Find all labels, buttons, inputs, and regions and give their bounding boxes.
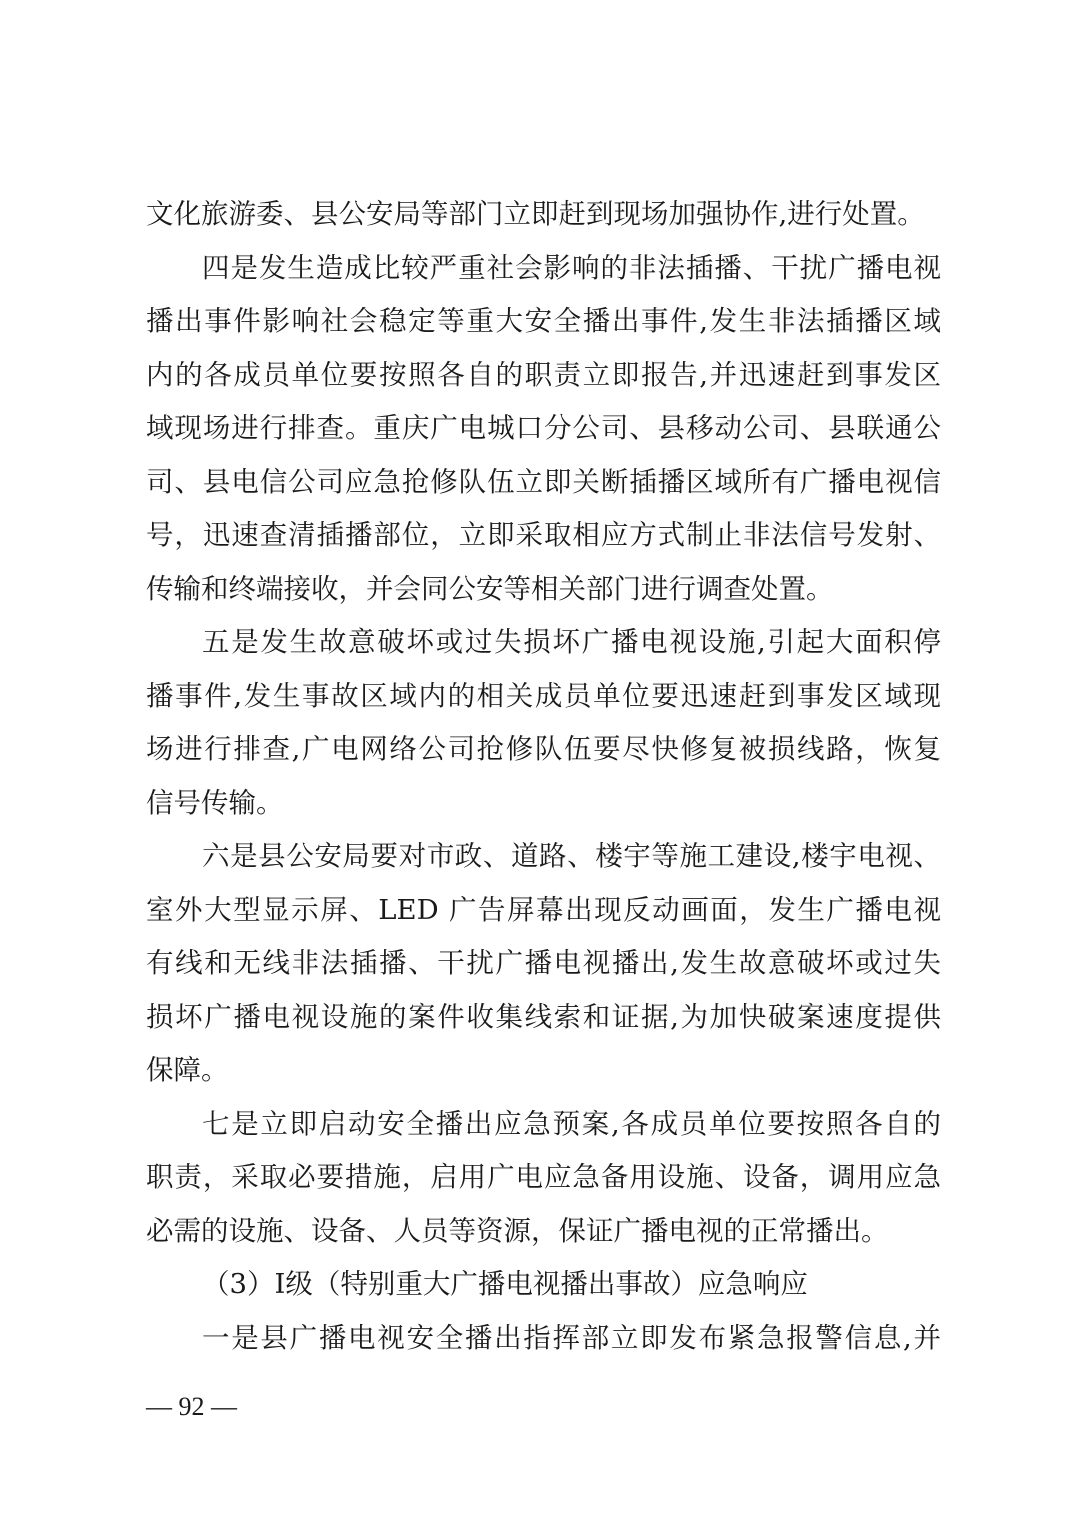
text-line: 信号传输。: [146, 786, 284, 819]
text-line: 内的各成员单位要按照各自的职责立即报告,并迅速赶到事发区: [146, 358, 941, 391]
text-line: 文化旅游委、县公安局等部门立即赶到现场加强协作,进行处置。: [146, 198, 925, 230]
text-line: 五是发生故意破坏或过失损坏广播电视设施,引起大面积停: [202, 626, 941, 658]
text-line: （3）I级（特别重大广播电视播出事故）应急响应: [202, 1268, 808, 1300]
text-line: 域现场进行排查。重庆广电城口分公司、县移动公司、县联通公: [146, 412, 941, 444]
text-line: 号，迅速查清插播部位，立即采取相应方式制止非法信号发射、: [146, 519, 941, 551]
text-line: 六是县公安局要对市政、道路、楼宇等施工建设,楼宇电视、: [202, 840, 941, 872]
text-line: 播出事件影响社会稳定等重大安全播出事件,发生非法插播区域: [146, 305, 941, 337]
text-line: 场进行排查,广电网络公司抢修队伍要尽快修复被损线路，恢复: [146, 733, 941, 765]
text-line: 室外大型显示屏、LED 广告屏幕出现反动画面，发生广播电视: [146, 893, 941, 926]
page-number: — 92 —: [146, 1392, 237, 1421]
text-line: 必需的设施、设备、人员等资源，保证广播电视的正常播出。: [146, 1214, 889, 1247]
text-line: 播事件,发生事故区域内的相关成员单位要迅速赶到事发区域现: [146, 679, 941, 712]
text-line: 一是县广播电视安全播出指挥部立即发布紧急报警信息,并: [202, 1321, 941, 1354]
text-line: 七是立即启动安全播出应急预案,各成员单位要按照各自的: [202, 1107, 941, 1140]
text-line: 保障。: [146, 1054, 229, 1086]
text-line: 司、县电信公司应急抢修队伍立即关断插播区域所有广播电视信: [146, 465, 941, 498]
text-line: 损坏广播电视设施的案件收集线索和证据,为加快破案速度提供: [146, 1000, 941, 1033]
text-line: 传输和终端接收，并会同公安等相关部门进行调查处置。: [146, 572, 834, 605]
text-line: 四是发生造成比较严重社会影响的非法插播、干扰广播电视: [202, 251, 941, 284]
text-line: 职责，采取必要措施，启用广电应急备用设施、设备，调用应急: [146, 1161, 941, 1193]
text-line: 有线和无线非法插播、干扰广播电视播出,发生故意破坏或过失: [146, 947, 941, 979]
body-text: [146, 188, 941, 1365]
